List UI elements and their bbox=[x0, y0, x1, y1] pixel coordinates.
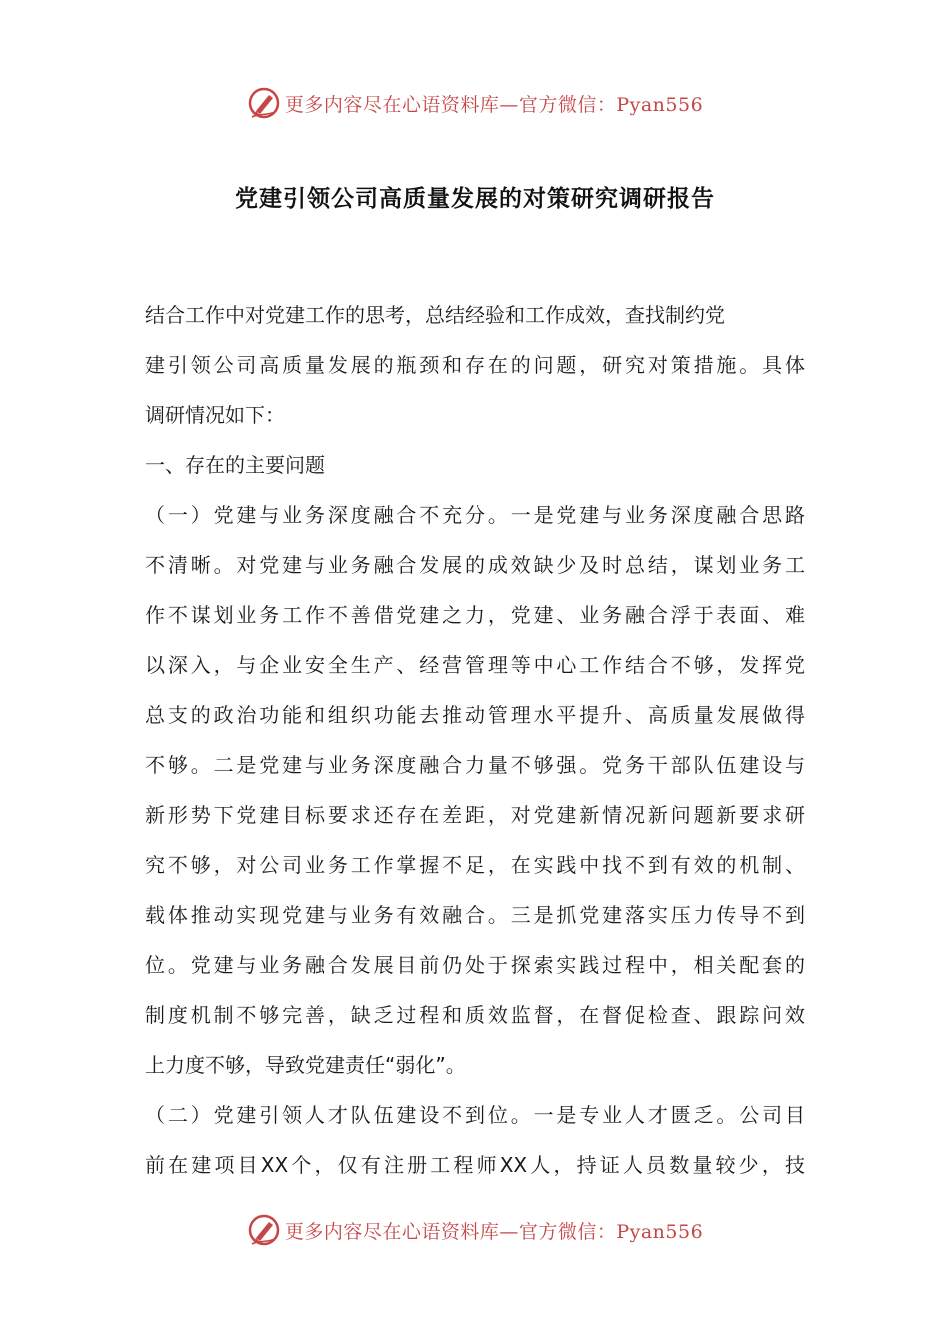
watermark-banner-bottom bbox=[0, 1210, 950, 1250]
watermark-text-bottom: 更多内容尽在心语资料库—官方微信：Pyan556 bbox=[284, 1220, 704, 1243]
body-line: 结合工作中对党建工作的思考，总结经验和工作成效，查找制约党 bbox=[145, 303, 725, 327]
body-line: 新形势下党建目标要求还存在差距，对党建新情况新问题新要求研 bbox=[145, 803, 805, 827]
body-line: （二）党建引领人才队伍建设不到位。一是专业人才匮乏。公司目 bbox=[145, 1103, 805, 1127]
watermark-banner-top bbox=[0, 83, 950, 123]
body-line: 调研情况如下： bbox=[145, 403, 285, 427]
body-line: 位。党建与业务融合发展目前仍处于探索实践过程中，相关配套的 bbox=[145, 953, 805, 977]
pen-logo-icon bbox=[247, 1213, 281, 1247]
body-line: 作不谋划业务工作不善借党建之力，党建、业务融合浮于表面、难 bbox=[145, 603, 805, 627]
body-line: 载体推动实现党建与业务有效融合。三是抓党建落实压力传导不到 bbox=[145, 903, 805, 927]
watermark-text-top: 更多内容尽在心语资料库—官方微信：Pyan556 bbox=[284, 93, 704, 116]
body-line: 总支的政治功能和组织功能去推动管理水平提升、高质量发展做得 bbox=[145, 703, 805, 727]
document-title: 党建引领公司高质量发展的对策研究调研报告 bbox=[235, 185, 715, 212]
body-line: （一）党建与业务深度融合不充分。一是党建与业务深度融合思路 bbox=[145, 503, 805, 527]
body-line: 不够。二是党建与业务深度融合力量不够强。党务干部队伍建设与 bbox=[145, 753, 805, 777]
document-body bbox=[145, 290, 805, 1190]
body-line: 前在建项目XX个，仅有注册工程师XX人，持证人员数量较少，技 bbox=[145, 1153, 805, 1177]
body-line: 究不够，对公司业务工作掌握不足，在实践中找不到有效的机制、 bbox=[145, 853, 805, 877]
body-line: 以深入，与企业安全生产、经营管理等中心工作结合不够，发挥党 bbox=[145, 653, 805, 677]
body-line: 不清晰。对党建与业务融合发展的成效缺少及时总结，谋划业务工 bbox=[145, 553, 805, 577]
body-line: 上力度不够，导致党建责任“弱化”。 bbox=[145, 1053, 466, 1077]
body-line: 建引领公司高质量发展的瓶颈和存在的问题，研究对策措施。具体 bbox=[145, 353, 805, 377]
body-line: 制度机制不够完善，缺乏过程和质效监督，在督促检查、跟踪问效 bbox=[145, 1003, 805, 1027]
pen-logo-icon bbox=[247, 86, 281, 120]
section-heading: 一、存在的主要问题 bbox=[145, 453, 325, 477]
